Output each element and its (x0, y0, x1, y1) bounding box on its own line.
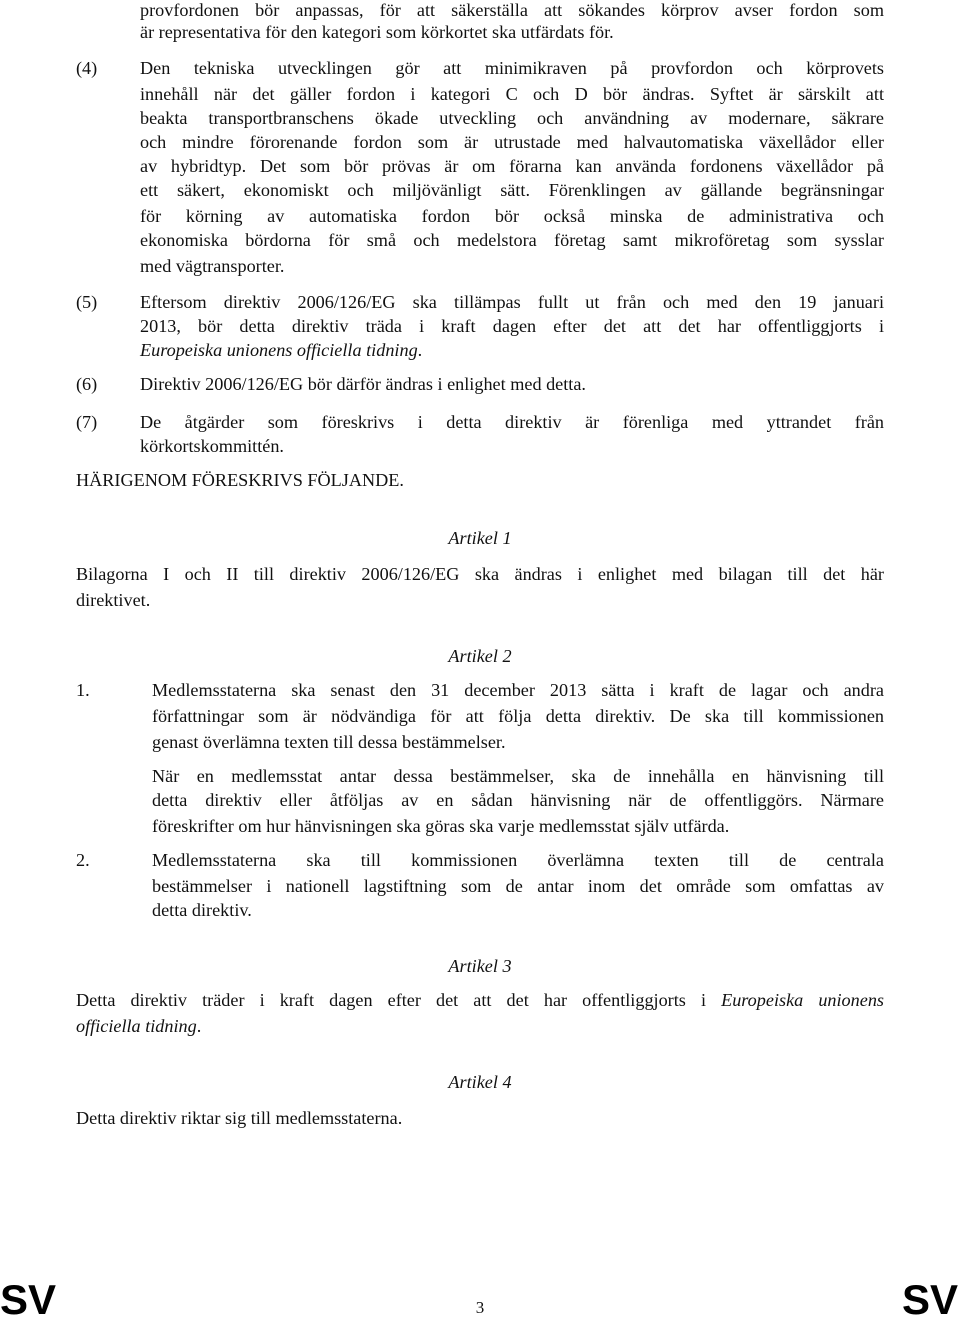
text-line: bestämmelser i nationell lagstiftning som de antar inom det område som omfattas av (152, 876, 884, 896)
text-line: Medlemsstaterna ska senast den 31 december 2013 sätta i kraft de lagar och andra (152, 680, 884, 700)
text-line: Medlemsstaterna ska till kommissionen överlämna texten till de centrala (152, 850, 884, 870)
text-line: föreskrifter om hur hänvisningen ska göras ska varje medlemsstat själv utfärda. (152, 816, 730, 836)
journal-title: officiella tidning (76, 1016, 197, 1036)
paragraph-number: 1. (76, 680, 90, 700)
journal-title: Europeiska unionens (721, 990, 884, 1010)
language-code-left: SV (0, 1276, 57, 1323)
text-line: ekonomiska bördorna för små och medelstora företag samt mikroföretag som sysslar (140, 230, 884, 250)
punctuation: . (196, 1016, 202, 1036)
text-line (76, 1016, 201, 1036)
article-heading: Artikel 2 (448, 646, 512, 666)
article-heading: Artikel 1 (448, 528, 512, 548)
article-heading: Artikel 3 (448, 956, 512, 976)
text-line: innehåll när det gäller fordon i kategori C och D bör ändras. Syftet är särskilt att (140, 84, 884, 104)
article-heading: Artikel 4 (448, 1072, 512, 1092)
paragraph-number: 2. (76, 850, 90, 870)
recital-number: (6) (76, 374, 98, 394)
text-span: Detta direktiv träder i kraft dagen efter det att det har offentliggjorts i (76, 990, 722, 1010)
text-line (140, 340, 422, 360)
text-line: direktivet. (76, 590, 151, 610)
text-line: När en medlemsstat antar dessa bestämmelser, ska de innehålla en hänvisning till (152, 766, 884, 786)
text-line: 2013, bör detta direktiv träda i kraft dagen efter det att det har offentliggjorts i (140, 316, 884, 336)
text-line: genast överlämna texten till dessa bestämmelser. (152, 732, 506, 752)
text-line: med vägtransporter. (140, 256, 285, 276)
text-line: författningar som är nödvändiga för att följa detta direktiv. De ska till kommissionen (152, 706, 884, 726)
text-line: Detta direktiv riktar sig till medlemsstaterna. (76, 1108, 403, 1128)
text-line: av hybridtyp. Det som bör prövas är om förarna kan använda fordonens växellådor på (140, 156, 884, 176)
journal-title: Europeiska unionens officiella tidning (140, 340, 418, 360)
text-line: detta direktiv eller åtföljas av en sådan hänvisning när de offentliggörs. Närmare (152, 790, 884, 810)
text-line: ett säkert, ekonomiskt och miljövänligt sätt. Förenklingen av gällande begränsningar (140, 180, 884, 200)
recital-number: (7) (76, 412, 98, 432)
recital-number: (5) (76, 292, 98, 312)
text-line: De åtgärder som föreskrivs i detta direktiv är förenliga med yttrandet från (140, 412, 884, 432)
text-line: provfordonen bör anpassas, för att säkerställa att sökandes körprov avser fordon som (140, 0, 884, 20)
text-line: Eftersom direktiv 2006/126/EG ska tillämpas fullt ut från och med den 19 januari (140, 292, 884, 312)
enacting-formula: HÄRIGENOM FÖRESKRIVS FÖLJANDE. (76, 470, 404, 490)
text-line: beakta transportbranschens ökade utveckling och användning av modernare, säkrare (140, 108, 884, 128)
text-line: Den tekniska utvecklingen gör att minimikraven på provfordon och körprovets (140, 58, 884, 78)
page-number: 3 (475, 1298, 485, 1317)
text-line (76, 990, 884, 1010)
text-line: är representativa för den kategori som körkortet ska utfärdats för. (140, 22, 614, 42)
text-line: för körning av automatiska fordon bör också minska de administrativa och (140, 206, 884, 226)
language-code-right: SV (901, 1276, 958, 1323)
text-line: Direktiv 2006/126/EG bör därför ändras i enlighet med detta. (140, 374, 586, 394)
text-line: körkortskommittén. (140, 436, 284, 456)
text-line: detta direktiv. (152, 900, 252, 920)
text-line: Bilagorna I och II till direktiv 2006/126/EG ska ändras i enlighet med bilagan till det här (76, 564, 884, 584)
recital-number: (4) (76, 58, 98, 78)
punctuation: . (417, 340, 423, 360)
text-line: och mindre förorenande fordon som är utrustade med halvautomatiska växellådor eller (140, 132, 884, 152)
